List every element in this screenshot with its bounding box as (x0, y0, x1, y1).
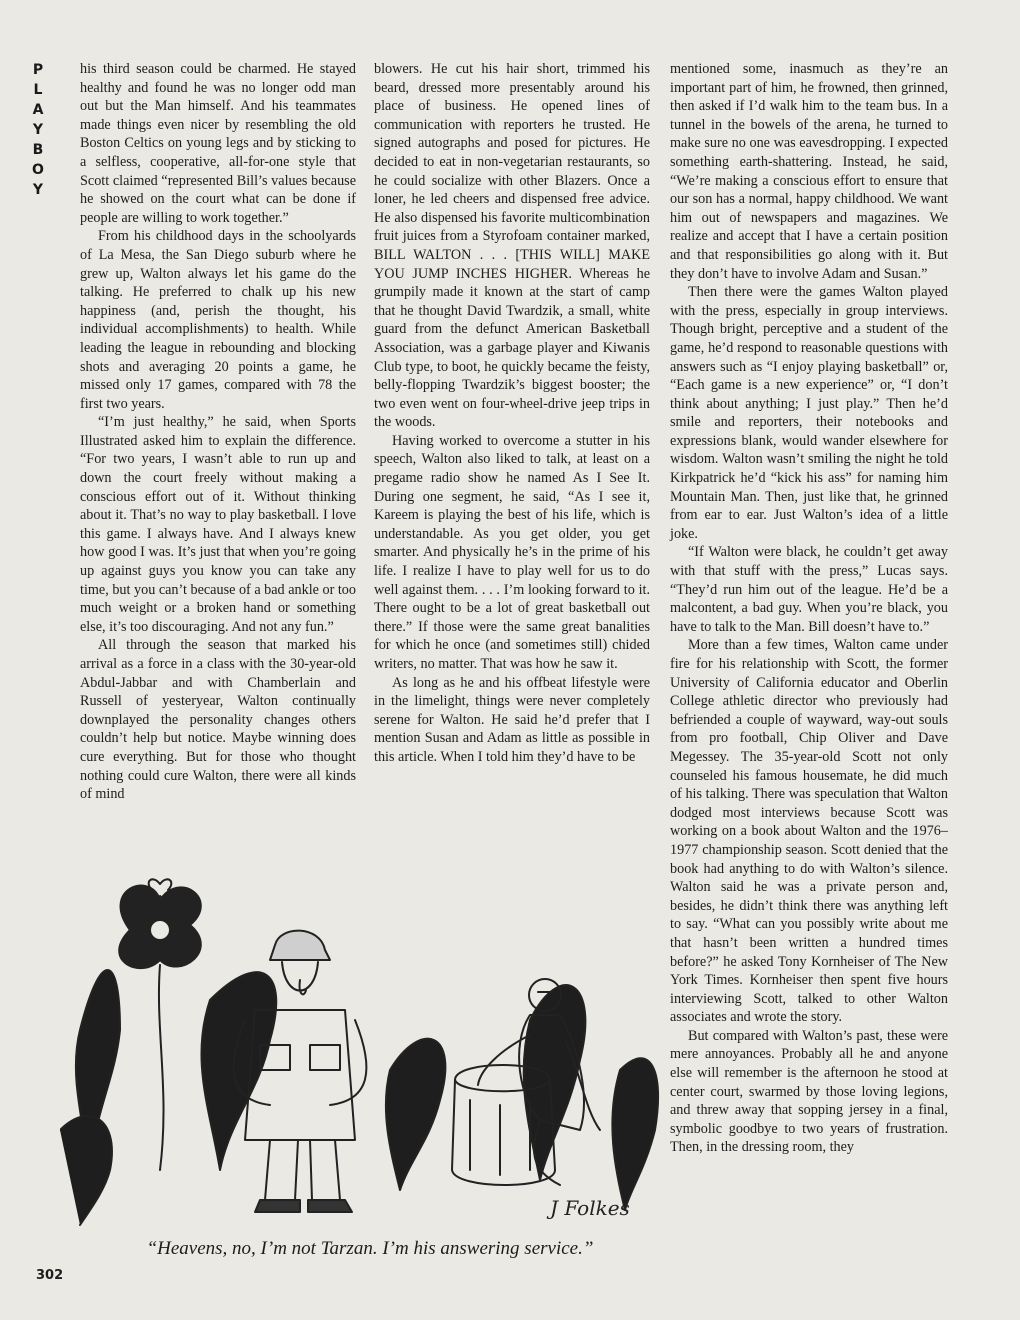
paragraph: From his childhood days in the schoolyards of La Mesa, the San Diego suburb where he grew up, Walton always let his game do the talking. He preferred to chalk up his new happiness (and, perish the thought, his individual accomplishments) to health. While leading the league in rebounding and blocking shots and averaging 20 points a game, he missed only 17 games, compared with 78 the first two years. (80, 228, 356, 412)
runner-letter: P (32, 62, 44, 78)
paragraph: blowers. He cut his hair short, trimmed his beard, dressed more presentably around his place of business. He opened lines of communication with reporters he trusted. He signed autographs and posed for pictures. He decided to eat in non-vegetarian restaurants, so he could socialize with other Blazers. Once a loner, he led cheers and dispensed free advice. He also dispensed his favorite multicombination fruit juices from a Styrofoam container marked, BILL WALTON . . . [THIS WILL] MAKE YOU JUMP INCHES HIGHER. Whereas he grumpily made it known at the start of camp that he thought David Twardzik, a small, white guard from the defunct American Basketball Association, was a garbage player and Kiwanis Club type, to boot, he quickly became the feisty, belly-flopping Twardzik’s biggest booster; the two even went on four-wheel-drive jeep trips in the woods. (374, 61, 650, 431)
paragraph: But compared with Walton’s past, these were mere annoyances. Probably all he and anyone else will remember is the afternoon he stood at center court, swarmed by those loving legions, and threw away that sopping jersey in a final, symbolic goodbye to two years of frustration. Then, in the dressing room, they (670, 1027, 948, 1156)
cartoonist-signature: J Folkes (550, 1196, 630, 1220)
paragraph: “If Walton were black, he couldn’t get away with that stuff with the press,” Lucas says. “They’d run him out of the league. He’d be a malcontent, a bad guy. When you’re black, you have to talk to the Man. Bill doesn’t have to.” (670, 544, 948, 635)
runner-letter: Y (32, 182, 44, 198)
cartoon-caption: “Heavens, no, I’m not Tarzan. I’m his answering service.” (146, 1238, 594, 1259)
paragraph: “I’m just healthy,” he said, when Sports Illustrated asked him to explain the difference. “For two years, I wasn’t able to run up and down the court freely without making a conscious effort out of it. Without thinking about it. That’s no way to play basketball. I love this game. I always have. And I always knew how good I was. It’s just that when you’re going up against guys you know you can take any time, but you can’t because of a bad ankle or too much weight or a broken hand or something else, it’s too discouraging. And not any fun.” (80, 414, 356, 635)
paragraph: All through the season that marked his arrival as a force in a class with the 30-year-old Abdul-Jabbar and with Chamberlain and Russell of yesteryear, Walton continually downplayed the personality changes others couldn’t help but notice. Maybe winning does cure everything. But for those who thought nothing could cure Walton, there were all kinds of mind (80, 637, 356, 803)
page-number: 302 (36, 1268, 64, 1283)
runner-letter: A (32, 102, 44, 118)
runner-letter: Y (32, 122, 44, 138)
runner-letter: O (32, 162, 44, 178)
paragraph: More than a few times, Walton came under fire for his relationship with Scott, the former University of California educator and Oberlin College athletic director who previously had befriended a couple of wayward, way-out souls from pro football, Chip Oliver and Dave Megessey. The 35-year-old Scott not only counseled his famous housemate, he did much of his talking. There was speculation that Walton dodged most interviews because Scott was working on a book about Walton and the 1976–1977 championship season. Scott denied that the book had anything to do with Walton’s silence. Walton said he was a private person and, besides, he didn’t think there was anything left to say. “What can you possibly write about me that hasn’t been written a hundred times before?” he asked Tony Kornheiser of The New York Times. Kornheiser then spent five hours interviewing Scott, talked to other Walton associates and wrote the story. (670, 637, 948, 1026)
paragraph: his third season could be charmed. He stayed healthy and found he was no longer odd man out but the Man himself. And his teammates made things even nicer by resembling the old Boston Celtics on young legs and by sticking to a selfless, cooperative, all-for-one style that Scott claimed “represented Bill’s values because he showed on the court what can be done if people are willing to work together.” (80, 61, 356, 226)
article-column-2 (374, 60, 650, 767)
paragraph: Then there were the games Walton played with the press, especially in group interviews. Though bright, perceptive and a student of the game, he’d respond to reasonable questions with answers such as “I enjoy playing basketball” or, “Each game is a new experience” or, “I don’t think about anything; I just play.” Then he’d smile and reporters, their notebooks and expressions blank, would wander elsewhere for wisdom. Walton wasn’t smiling the night he told Kirkpatrick he’d “kick his ass” for naming him Mountain Man. Then, just like that, he grinned from ear to ear. Just Walton’s idea of a little joke. (670, 284, 948, 542)
magazine-runner (28, 60, 48, 200)
paragraph: mentioned some, inasmuch as they’re an important part of him, he frowned, then grinned, then asked if I’d walk him to the team bus. In a tunnel in the bowels of the arena, he turned to make sure no one was eavesdropping. I expected something earth-shattering. Instead, he said, “We’re making a conscious effort to ensure that our son has a normal, happy childhood. We want him out of newspapers and magazines. We realize and accept that I have a certain position and that responsibilities go along with it. But they don’t have to involve Adam and Susan.” (670, 61, 948, 282)
paragraph: Having worked to overcome a stutter in his speech, Walton also liked to talk, at least on a pregame radio show he named As I See It. During one segment, he said, “As I see it, Kareem is playing the best of his life, which is understandable. As you get older, you get smarter. And physically he’s in the prime of his life. I realize I have to play well for us to do well against them. . . . I’m looking forward to it. There ought to be a lot of great basketball out there.” If those were the same great banalities for which he once (and sometimes still) chided writers, no matter. That was how he saw it. (374, 432, 650, 672)
article-column-1 (80, 60, 356, 804)
paragraph: As long as he and his offbeat lifestyle were in the limelight, things were never completely serene for Walton. He said he’d prefer that I mention Susan and Adam as little as possible in this article. When I told him they’d have to be (374, 674, 650, 765)
runner-letter: L (33, 82, 43, 98)
article-column-3 (670, 60, 948, 1157)
cartoon-illustration (60, 870, 670, 1230)
runner-letter: B (32, 142, 44, 158)
